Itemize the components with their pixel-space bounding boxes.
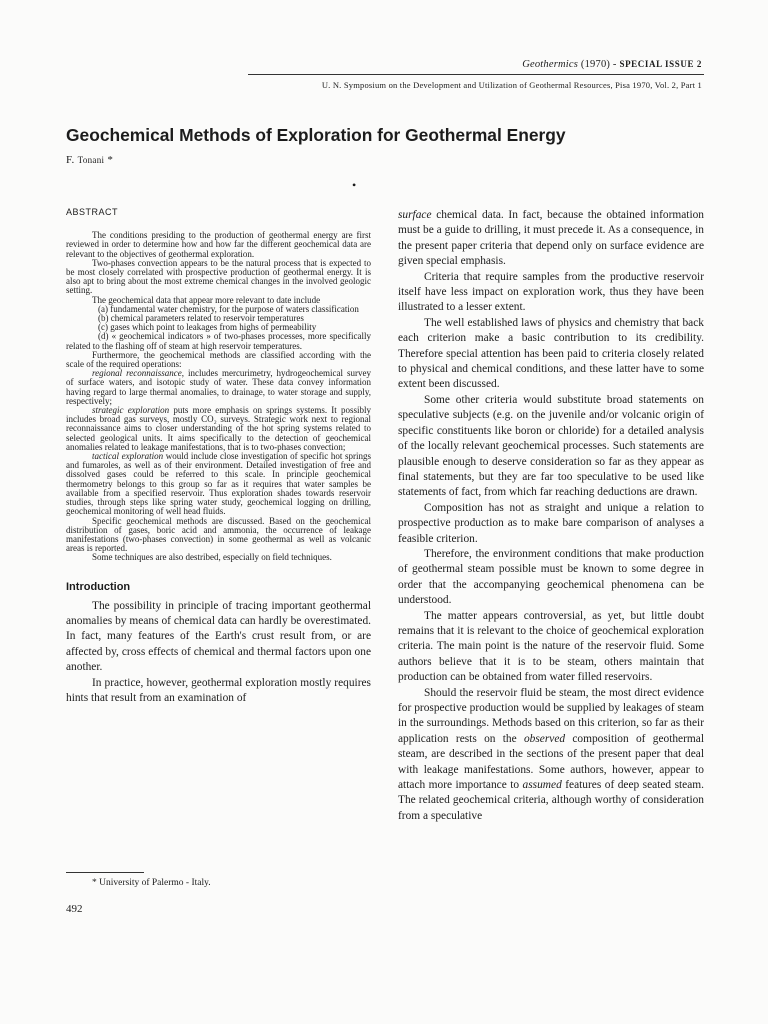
header-rule	[248, 74, 704, 75]
body-paragraph: The possibility in principle of tracing important geothermal anomalies by means of chemical data can hardly be overestimated. In fact, many features of the Earth's crust result from, or are affected by, cross effects of chemical and thermal factors upon one another.	[66, 599, 371, 674]
body-paragraph: The matter appears controversial, as yet, but little doubt remains that it is relevant to the choice of geochemical exploration criteria. The main point is the nature of the reservoir fluid. Some authors believe that it is to be steam, others maintain that production can be obtained from water filled reservoirs.	[398, 609, 704, 684]
regional-text: , includes mercurimetry, hydrogeochemical survey of surface waters, and isotopic study of water. These data convey information having regard to large thermal anomalies, to drainage, to water storage and supply, respectively;	[66, 368, 371, 406]
author-surname: Tonani	[77, 155, 105, 165]
emphasis-surface: surface	[398, 209, 432, 221]
body-paragraph: Therefore, the environment conditions that make production of geothermal steam possible must be known to some degree in order that the accompanying geochemical phenomena can be understood.	[398, 547, 704, 607]
journal-name: Geothermics	[522, 59, 579, 70]
abstract-tactical	[66, 452, 371, 516]
paper-title: Geochemical Methods of Exploration for Geothermal Energy	[66, 125, 566, 145]
left-column	[66, 208, 371, 706]
paragraph-text: chemical data. In fact, because the obtained information must be a guide to drilling, it must precede it. As a consequence, in the present paper criteria that depend only on surface evidence are given special emphasis.	[398, 209, 704, 268]
tactical-term: tactical exploration	[92, 451, 164, 462]
abstract-paragraph: Specific geochemical methods are discussed. Based on the geochemical distribution of gases, boric acid and ammonia, the occurrence of leakage manifestations (two-phases convection) in some geothermal as well as volcanic areas is reported.	[66, 515, 371, 554]
author-initial: F.	[66, 154, 75, 166]
abstract-item-b: (b) chemical parameters related to reservoir temperatures	[98, 313, 304, 324]
body-paragraph: Composition has not as straight and unique a relation to prospective production as to make bare comparison of analyses a feasible criterion.	[398, 501, 704, 545]
author-mark: *	[107, 154, 114, 166]
strategic-term: strategic exploration	[92, 405, 170, 416]
running-header	[522, 59, 702, 70]
body-paragraph: The well established laws of physics and chemistry that back each criterion make a basic contribution to its credibility. Therefore special attention has been paid to criteria closely related to physical and chemical conditions, and these latter have to some extent been discussed.	[398, 316, 704, 391]
journal-year: (1970)	[580, 59, 611, 70]
abstract-section	[66, 208, 371, 563]
body-paragraph: Criteria that require samples from the productive reservoir itself have less impact on exploration work, thus they have been illustrated to a lesser extent.	[398, 270, 704, 314]
abstract-regional	[66, 369, 371, 406]
body-paragraph: Some other criteria would substitute broad statements on speculative subjects (e.g. on the juvenile and/or volcanic origin of specific constituents like boron or chloride) for a detailed analysis of the locally relevant geochemical processes. Such statements are plausible enough to deserve consideration so far as they appear as final statements, but they are far too speculative to be used like statements of fact, from which far reaching deductions are drawn.	[398, 393, 704, 499]
abstract-item-c: (c) gases which point to leakages from highs of permeability	[98, 322, 317, 333]
abstract-item-a: (a) fundamental water chemistry, for the purpose of waters classification	[98, 303, 359, 314]
right-column	[398, 208, 704, 824]
author-line	[66, 154, 113, 166]
paragraph-text: composition of geothermal steam, are described in the sections of the present paper that deal with leakage manifestations. Some authors, however, appear to attach more importance to	[398, 732, 704, 792]
introduction-section	[66, 581, 371, 707]
emphasis-assumed: assumed	[522, 779, 562, 792]
footnote-rule	[66, 872, 144, 873]
page-number: 492	[66, 903, 83, 915]
body-paragraph	[398, 686, 704, 825]
tactical-text: would include close investigation of specific hot springs and fumaroles, as well as of their environment. Detailed investigation of free and dissolved gases could be referred to this scale. In principle geochemical thermometry belongs to this group so far as it requires that water samples be available from a specified reservoir. Thus exploration shades towards reservoir studies, through steps like spring water study, geochemical logging on drilling, geochemical monitoring of well head fluids.	[66, 451, 372, 517]
regional-term: regional reconnaissance	[92, 368, 182, 379]
header-separator: -	[610, 59, 620, 70]
center-dot: •	[352, 178, 357, 192]
footnote: * University of Palermo - Italy.	[92, 878, 211, 888]
abstract-paragraph: Furthermore, the geochemical methods are classified according with the scale of the required operations:	[66, 349, 371, 370]
abstract-paragraph: The geochemical data that appear more relevant to date include	[92, 294, 321, 305]
emphasis-observed: observed	[523, 732, 566, 745]
abstract-paragraph: The conditions presiding to the production of geothermal energy are first reviewed in order to determine how and how far the different geochemical data are relevant to the objectives of geothermal exploration.	[66, 230, 371, 259]
strategic-text: puts more emphasis on springs systems. It possibly includes broad gas surveys, mostly CO₂ surveys. Strategic work next to regional reconnaissance aims to closer understanding of the hot spring systems related to selected geological units. It aims specifically to the detection of geochemical anomalies related to leakage manifestations, that is to two-phases convection;	[66, 405, 371, 452]
introduction-heading: Introduction	[66, 580, 131, 593]
symposium-line: U. N. Symposium on the Development and Utilization of Geothermal Resources, Pisa 1970, Vol. 2, Part 1	[321, 80, 702, 90]
paragraph-text: Should the reservoir fluid be steam, the most direct evidence for prospective production would be supplied by leakages of steam in the surroundings. Methods based on this criterion, so far as their application rests on the	[398, 686, 704, 745]
body-paragraph	[398, 208, 704, 270]
body-paragraph: In practice, however, geothermal exploration mostly requires hints that result from an examination of	[66, 676, 371, 704]
issue-label: SPECIAL ISSUE 2	[619, 59, 702, 69]
paragraph-text: features of deep seated steam. The related geochemical criteria, although worthy of consideration from a speculative	[398, 779, 704, 822]
abstract-heading: ABSTRACT	[66, 207, 119, 217]
abstract-paragraph: Some techniques are also destribed, especially on field techniques.	[92, 552, 332, 563]
abstract-item-d: (d) « geochemical indicators » of two-phases processes, more specifically related to the flashing off of steam at high reservoir temperatures.	[66, 331, 371, 351]
abstract-paragraph: Two-phases convection appears to be the natural process that is expected to be most closely correlated with prospective production of geothermal energy. It is also apt to bring about the most extreme chemical changes in the involved geologic setting.	[66, 257, 371, 296]
abstract-strategic	[66, 406, 371, 452]
